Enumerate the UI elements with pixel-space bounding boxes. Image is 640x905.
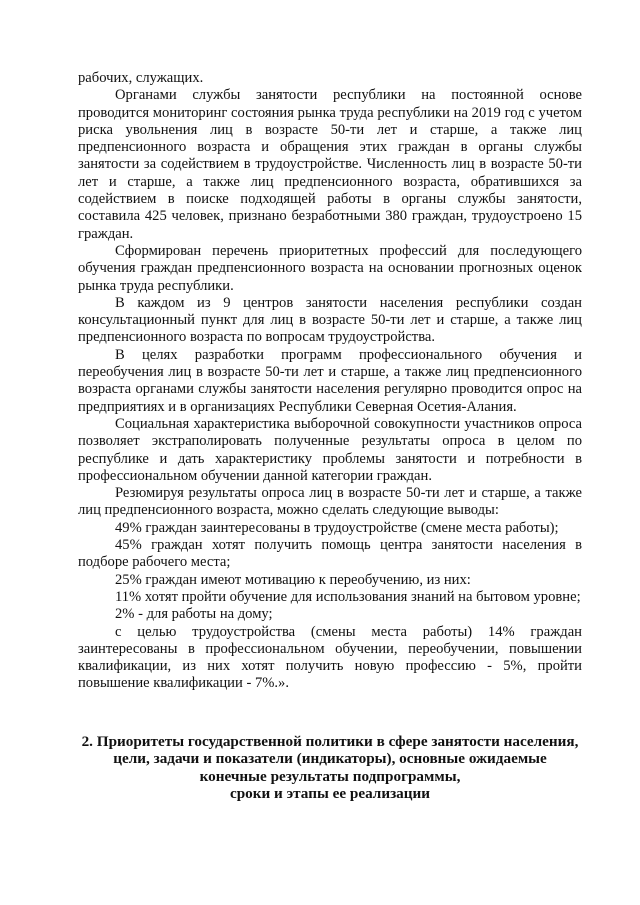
paragraph-8: 49% граждан заинтересованы в трудоустройстве (смене места работы); [115, 519, 559, 536]
paragraph-12: 2% - для работы на дому; [115, 606, 273, 623]
paragraph-2: Органами службы занятости республики на постоянной основе проводится мониторинг состояния рынка труда республики на 2019 год с учетом риска увольнения лиц в возрасте 50-ти лет и старше, а также лиц предпенсионного возраста и обращения этих граждан в органы службы занятости за содействием в трудоустройстве. Численность лиц в возрасте 50-ти лет и старше, а также лиц предпенсионного возраста, обратившихся за содействием в поиске подходящей работы в органы службы занятости, составила 425 человек, признано безработными 380 граждан, трудоустроено 15 граждан. [78, 87, 582, 242]
section-heading-line-3: конечные результаты подпрограммы, [199, 767, 461, 785]
paragraph-5: В целях разработки программ профессионального обучения и переобучения лиц в возрасте 50-ти лет и старше, а также лиц предпенсионного возраста органами службы занятости населения регулярно проводится опрос на предприятиях и в организациях Республики Северная Осетия-Алания. [78, 346, 582, 415]
paragraph-7: Резюмируя результаты опроса лиц в возрасте 50-ти лет и старше, а также лиц предпенсионного возраста, можно сделать следующие выводы: [78, 485, 582, 519]
paragraph-9: 45% граждан хотят получить помощь центра занятости населения в подборе рабочего места; [78, 537, 582, 571]
document-page [78, 70, 582, 803]
paragraph-6: Социальная характеристика выборочной совокупности участников опроса позволяет экстраполировать полученные результаты опроса в целом по республике и дать характеристику проблемы занятости и потребности в профессиональном обучении данной категории граждан. [78, 415, 582, 484]
section-heading-line-2: цели, задачи и показатели (индикаторы), основные ожидаемые [113, 750, 547, 768]
paragraph-4: В каждом из 9 центров занятости населения республики создан консультационный пункт для лиц в возрасте 50-ти лет и старше, а также лиц предпенсионного возраста по вопросам трудоустройства. [78, 294, 582, 346]
paragraph-13: с целью трудоустройства (смены места работы) 14% граждан заинтересованы в профессиональном обучении, переобучении, повышении квалификации, из них хотят получить новую профессию - 5%, пройти повышение квалификации - 7%.». [78, 623, 582, 692]
section-heading [78, 733, 582, 803]
paragraph-3: Сформирован перечень приоритетных профессий для последующего обучения граждан предпенсионного возраста на основании прогнозных оценок рынка труда республики. [78, 242, 582, 294]
paragraph-10: 25% граждан имеют мотивацию к переобучению, из них: [115, 571, 471, 588]
paragraph-1: рабочих, служащих. [78, 70, 204, 86]
paragraph-11: 11% хотят пройти обучение для использования знаний на бытовом уровне; [115, 588, 581, 605]
section-heading-line-1: 2. Приоритеты государственной политики в сфере занятости населения, [81, 732, 579, 750]
section-heading-line-4: сроки и этапы ее реализации [229, 785, 431, 803]
